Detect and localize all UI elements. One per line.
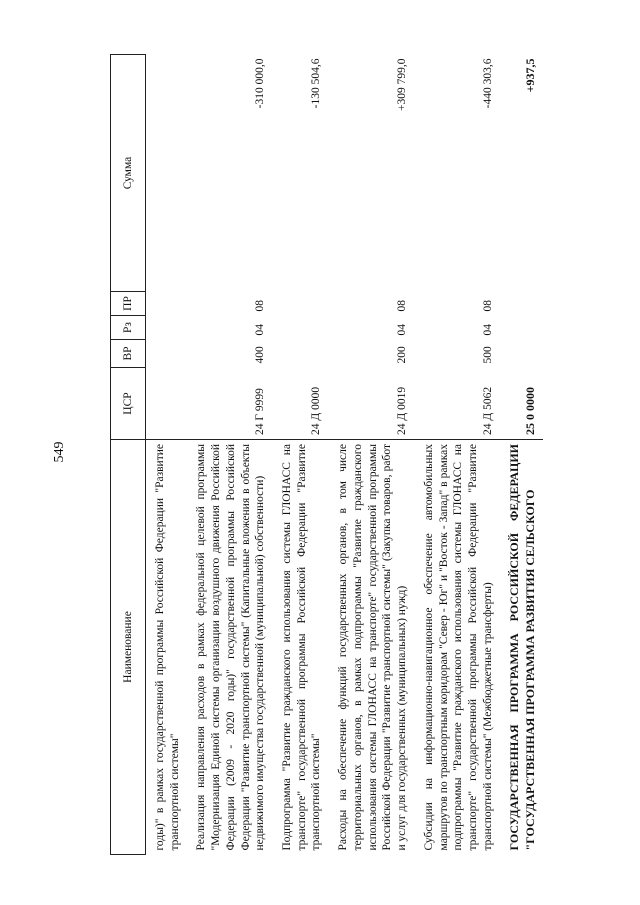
row-rz [500, 316, 543, 340]
table-row [187, 55, 273, 855]
table-row [146, 55, 188, 855]
row-vr: 400 [254, 346, 267, 364]
table-row [500, 55, 543, 855]
row-pr: 08 [396, 300, 409, 312]
row-csr: 24 Г 9999 [187, 368, 273, 440]
row-name: Реализация направления расходов в рамках федеральной целевой программы "Модернизация Единой системы организации воздушного движения Российской Федерации (2009 - 2020 годы)" государственной программы Российской Федерации "Развитие транспортной системы" (Капитальные вложения в объекты недвижимого имущества государственной (муниципальной) собственности) [195, 444, 267, 851]
row-pr [146, 292, 188, 316]
table-row [273, 55, 329, 855]
row-csr: 24 Д 0000 [273, 368, 329, 440]
header-pr: ПР [111, 292, 146, 316]
table-row [329, 55, 415, 855]
row-name: Подпрограмма "Развитие гражданского использования системы ГЛОНАСС на транспорте" государственной программы Российской Федерации "Развитие транспортной системы" [281, 444, 323, 851]
header-vr: ВР [111, 340, 146, 368]
row-rz: 04 [481, 324, 494, 336]
row-pr: 08 [481, 300, 494, 312]
row-vr: 200 [396, 346, 409, 364]
row-rz: 04 [254, 324, 267, 336]
row-vr: 500 [481, 346, 494, 364]
row-sum [146, 55, 188, 292]
row-rz [146, 316, 188, 340]
row-csr: 25 0 0000 [500, 368, 543, 440]
row-pr: 08 [254, 300, 267, 312]
row-vr [273, 340, 329, 368]
header-rz: Рз [111, 316, 146, 340]
header-sum: Сумма [111, 55, 146, 292]
row-name: годы)" в рамках государственной программы Российской Федерации "Развитие транспортной системы" [154, 444, 181, 851]
row-rz: 04 [396, 324, 409, 336]
table-row [415, 55, 501, 855]
row-rz [273, 316, 329, 340]
page-number: 549 [52, 441, 67, 463]
row-name: Субсидии на информационно-навигационное обеспечение автомобильных маршрутов по транспортным коридорам "Север - Юг" и "Восток - Запад" в рамках подпрограммы "Развитие гражданского использования системы ГЛОНАСС на транспорте" государственной программы Российской Федерации "Развитие транспортной системы" (Межбюджетные трансферты) [422, 444, 494, 851]
header-csr: ЦСР [111, 368, 146, 440]
row-pr [273, 292, 329, 316]
row-name: ГОСУДАРСТВЕННАЯ ПРОГРАММА РОССИЙСКОЙ ФЕДЕРАЦИИ "ГОСУДАРСТВЕННАЯ ПРОГРАММА РАЗВИТИЯ СЕЛЬСКОГО [507, 444, 537, 851]
row-sum: +309 799,0 [396, 58, 409, 111]
row-vr [500, 340, 543, 368]
row-sum: -440 303,6 [481, 58, 494, 109]
budget-table [110, 54, 543, 855]
row-name: Расходы на обеспечение функций государственных органов, в том числе территориальных органов, в рамках подпрограммы "Развитие гражданского использования системы ГЛОНАСС на транспорте" государственной программы Российской Федерации "Развитие транспортной системы" (Закупка товаров, работ и услуг для государственных (муниципальных) нужд) [337, 444, 409, 851]
row-pr [500, 292, 543, 316]
header-name: Наименование [111, 440, 146, 855]
table-header-row [111, 55, 146, 855]
row-csr [146, 368, 188, 440]
row-sum: -310 000,0 [254, 58, 267, 109]
row-csr: 24 Д 0019 [329, 368, 415, 440]
row-csr: 24 Д 5062 [415, 368, 501, 440]
row-vr [146, 340, 188, 368]
row-sum: +937,5 [522, 58, 537, 93]
rotated-page-content [110, 55, 630, 855]
row-sum: -130 504,6 [310, 58, 323, 109]
